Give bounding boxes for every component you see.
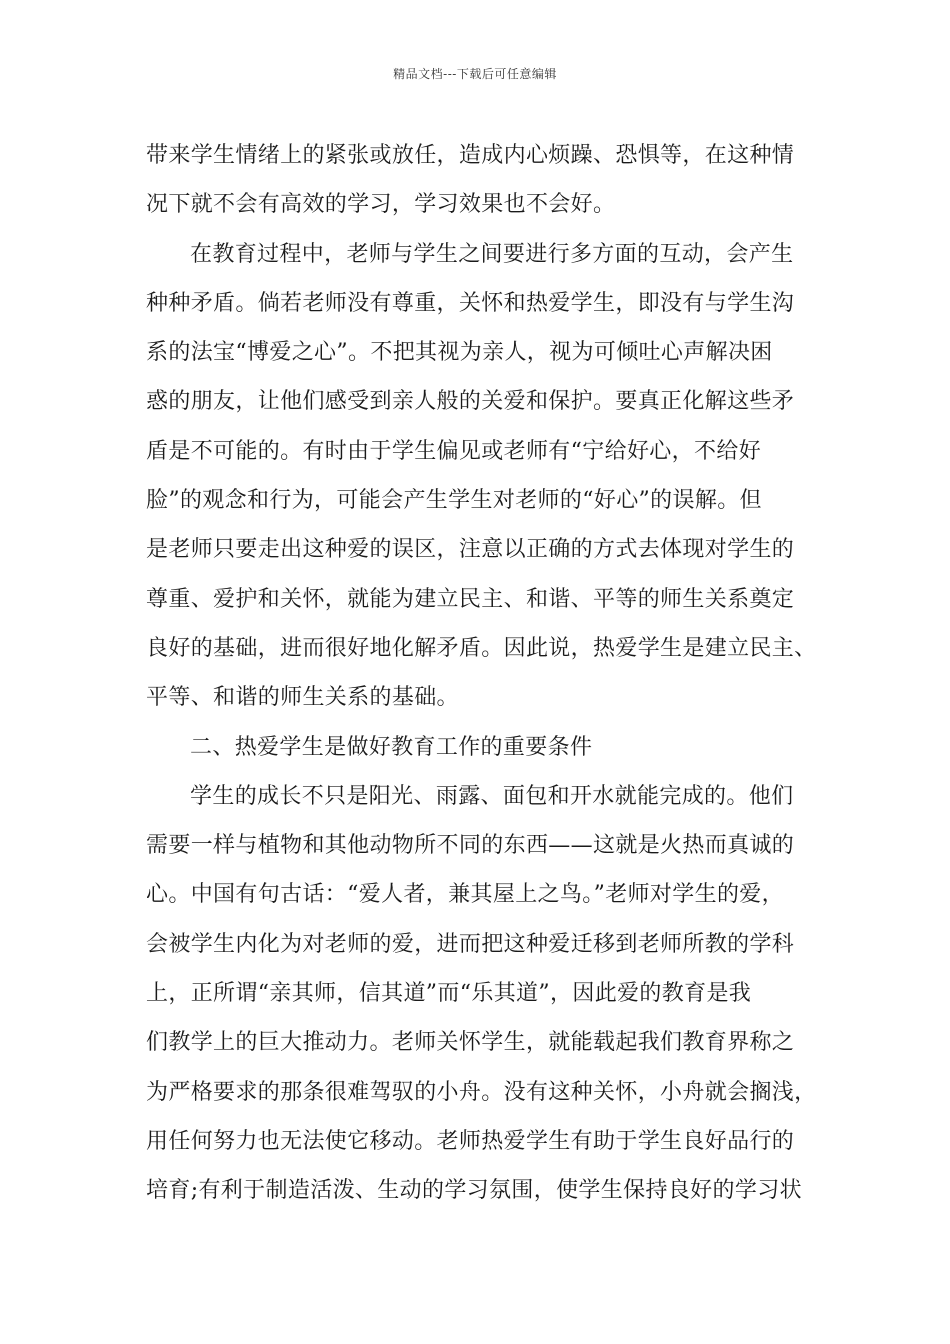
text-line: 况下就不会有高效的学习，学习效果也不会好。: [146, 192, 616, 218]
text-line: 会被学生内化为对老师的爱，进而把这种爱迁移到老师所教的学科: [146, 931, 795, 957]
text-line: 为严格要求的那条很难驾驭的小舟。没有这种关怀，小舟就会搁浅，: [146, 1079, 817, 1105]
text-line: 种种矛盾。倘若老师没有尊重，关怀和热爱学生，即没有与学生沟: [146, 290, 795, 316]
text-line: 学生的成长不只是阳光、雨露、面包和开水就能完成的。他们: [190, 783, 794, 809]
text-line: 培育;有利于制造活泼、生动的学习氛围，使学生保持良好的学习状: [146, 1178, 802, 1204]
page-header: 精品文档---下载后可任意编辑: [393, 67, 557, 81]
text-line: 尊重、爱护和关怀，就能为建立民主、和谐、平等的师生关系奠定: [146, 586, 795, 612]
text-line: 平等、和谐的师生关系的基础。: [146, 685, 459, 711]
text-line: 盾是不可能的。有时由于学生偏见或老师有“宁给好心，不给好: [146, 438, 762, 464]
document-body: [146, 131, 817, 1216]
text-line: 心。中国有句古话：“爱人者，兼其屋上之鸟。”老师对学生的爱，: [146, 882, 784, 908]
text-line: 是老师只要走出这种爱的误区，注意以正确的方式去体现对学生的: [146, 537, 795, 563]
text-line: 二、热爱学生是做好教育工作的重要条件: [190, 734, 593, 760]
text-line: 需要一样与植物和其他动物所不同的东西——这就是火热而真诚的: [146, 833, 795, 859]
text-line: 良好的基础，进而很好地化解矛盾。因此说，热爱学生是建立民主、: [146, 635, 817, 661]
text-line: 带来学生情绪上的紧张或放任，造成内心烦躁、恐惧等，在这种情: [146, 143, 795, 168]
text-line: 在教育过程中，老师与学生之间要进行多方面的互动，会产生: [190, 241, 794, 267]
text-line: 脸”的观念和行为，可能会产生学生对老师的“好心”的误解。但: [146, 488, 762, 514]
text-line: 惑的朋友，让他们感受到亲人般的关爱和保护。要真正化解这些矛: [146, 389, 795, 415]
text-line: 用任何努力也无法使它移动。老师热爱学生有助于学生良好品行的: [146, 1128, 795, 1154]
text-line: 们教学上的巨大推动力。老师关怀学生，就能载起我们教育界称之: [146, 1030, 795, 1056]
text-line: 系的法宝“博爱之心”。不把其视为亲人，视为可倾吐心声解决困: [146, 340, 773, 366]
text-line: 上，正所谓“亲其师，信其道”而“乐其道”，因此爱的教育是我: [146, 981, 752, 1007]
